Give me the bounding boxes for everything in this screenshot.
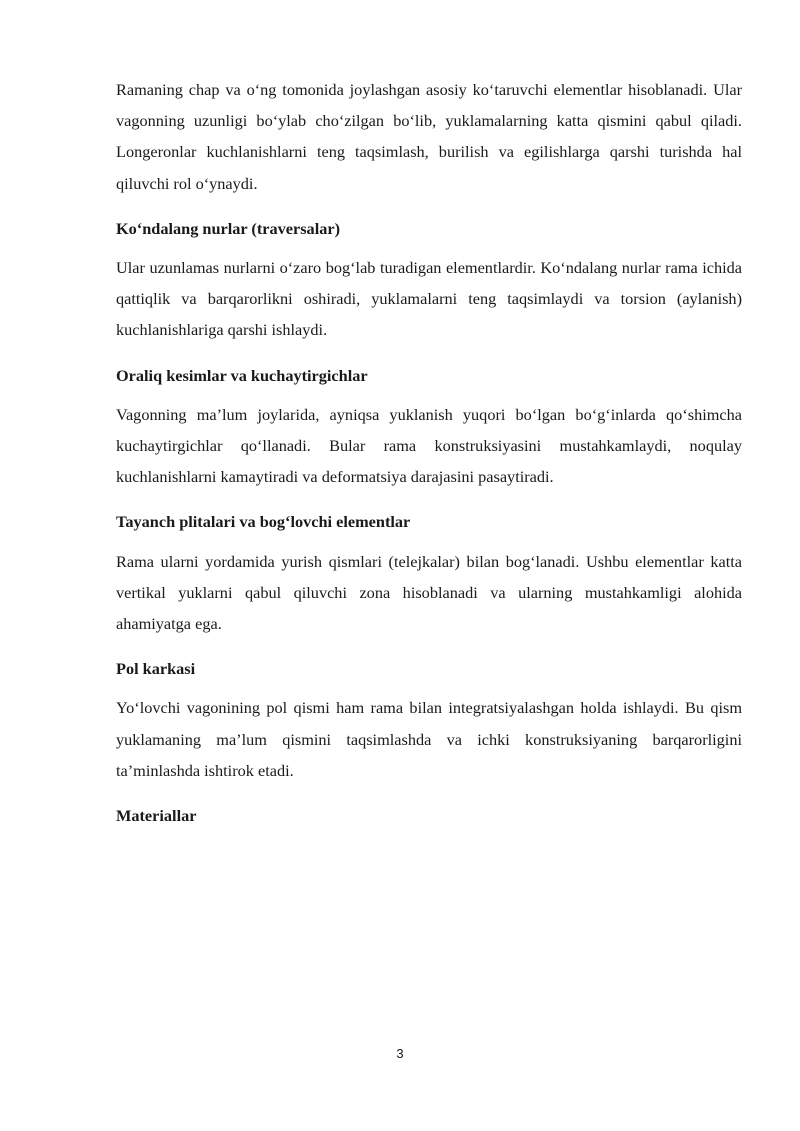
paragraph-cross-beams: Ular uzunlamas nurlarni o‘zaro bog‘lab turadigan elementlardir. Ko‘ndalang nurlar rama ichida qattiqlik va barqarorlikni oshiradi, yuklamalarni teng taqsimlaydi va torsion (aylanish) kuchlanishlariga qarshi ishlaydi. [116, 258, 742, 340]
paragraph-reinforcements: Vagonning ma’lum joylarida, ayniqsa yuklanish yuqori bo‘lgan bo‘g‘inlarda qo‘shimcha kuchaytirgichlar qo‘llanadi. Bular rama konstruksiyasini mustahkamlaydi, noqulay kuchlanishlarni kamaytiradi va deformatsiya darajasini pasaytiradi. [116, 404, 742, 487]
paragraph-floor-frame: Yo‘lovchi vagonining pol qismi ham rama bilan integratsiyalashgan holda ishlaydi. Bu qism yuklamaning ma’lum qismini taqsimlashda va ichki konstruksiyaning barqarorligini ta’minlashda ishtirok etadi. [116, 698, 742, 780]
heading-reinforcements: Oraliq kesimlar va kuchaytirgichlar [116, 365, 368, 385]
paragraph-support-plates: Rama ularni yordamida yurish qismlari (telejkalar) bilan bog‘lanadi. Ushbu elementlar katta vertikal yuklarni qabul qiluvchi zona hisoblanadi va ularning mustahkamligi alohida ahamiyatga ega. [116, 551, 742, 634]
paragraph-longerons: Ramaning chap va o‘ng tomonida joylashgan asosiy ko‘taruvchi elementlar hisoblanadi. Ular vagonning uzunligi bo‘ylab cho‘zilgan bo‘lib, yuklamalarning katta qismini qabul qiladi. Longeronlar kuchlanishlarni teng taqsimlash, burilish va egilishlarga qarshi turishda hal qiluvchi rol o‘ynaydi. [116, 80, 742, 193]
page-number: 3 [396, 1046, 404, 1061]
page-body [116, 74, 742, 831]
heading-cross-beams: Ko‘ndalang nurlar (traversalar) [116, 218, 341, 238]
heading-support-plates: Tayanch plitalari va bog‘lovchi elementlar [116, 512, 411, 532]
heading-materials: Materiallar [116, 806, 197, 826]
heading-floor-frame: Pol karkasi [116, 659, 196, 679]
